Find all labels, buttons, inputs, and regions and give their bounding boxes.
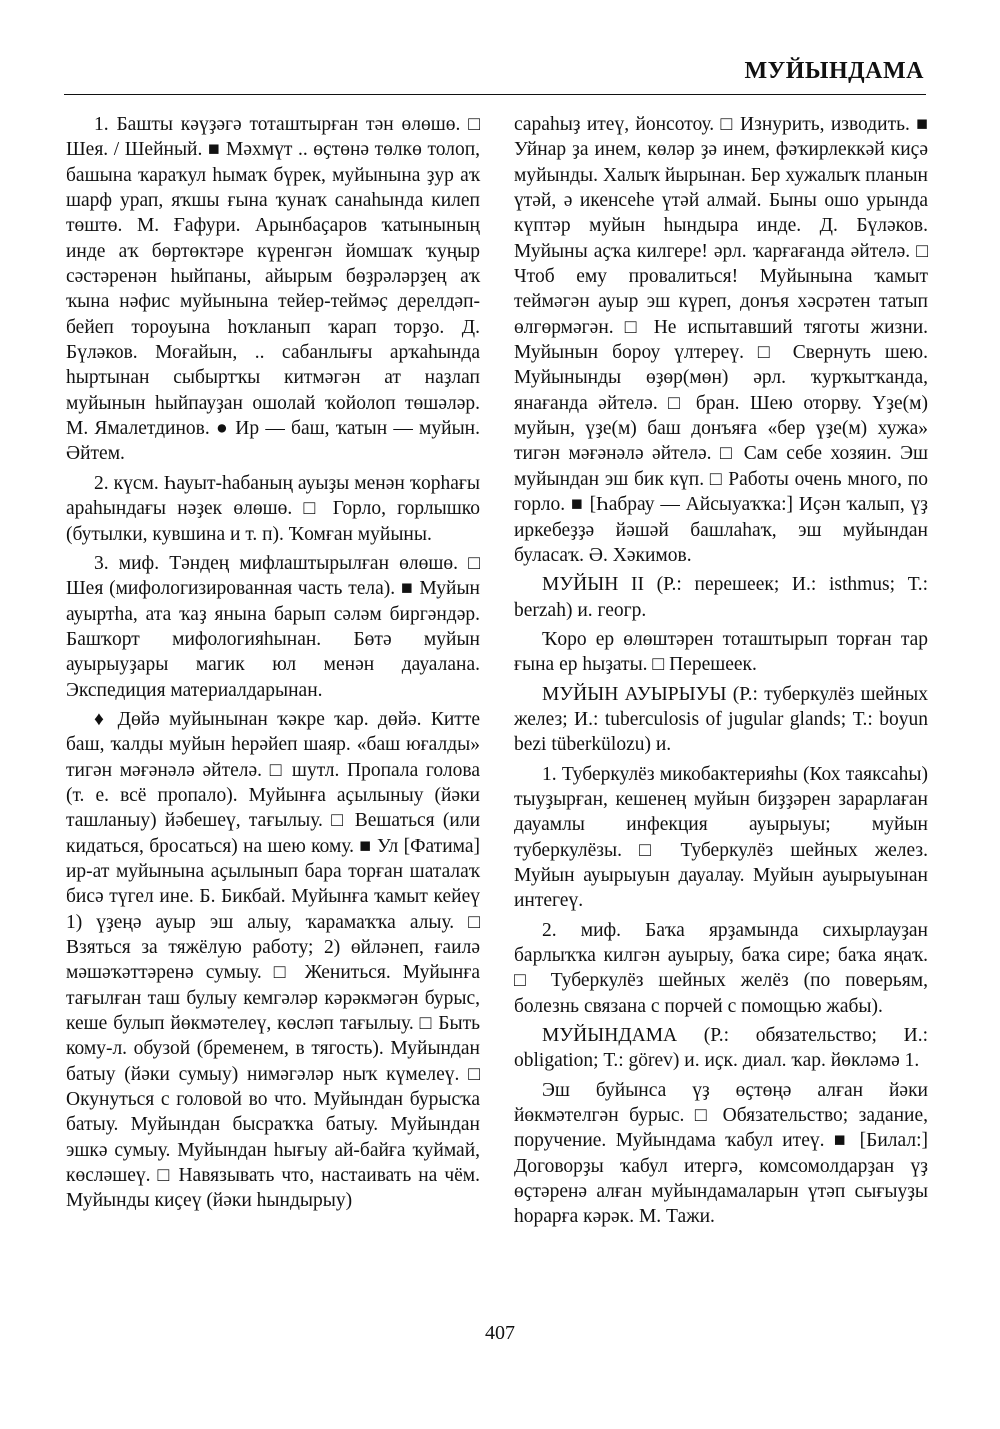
left-paragraph-2: 2. күсм. Һауыт-һабаның ауыҙы менән ҡорһағы араһындағы нәҙек өлөшө. □ Горло, горлышко (бутылки, кувшина и т. п). Ҡомған муйыны. [66,472,480,545]
right-paragraph-7: МУЙЫНДАМА (Р.: обязательство; И.: obligation; Т.: görev) и. иҫк. диал. ҡар. йөкләмә 1. [514,1025,928,1072]
right-paragraph-5: 1. Туберкулёз микобактерияһы (Кох таяксаһы) тыуҙырған, кешенең муйын биҙҙәрен зарарлаған дауамлы инфекция ауырыуы; муйын туберкулёзы. □ Туберкулёз шейных желез. Муйын ауырыуын дауалау. Муйын ауырыуынан интегеү. [514,763,928,912]
left-column [66,112,480,1218]
left-paragraph-1: 1. Башты кәүҙәгә тоташтырған тән өлөшө. □ Шея. / Шейный. ■ Мәхмүт .. өҫтөнә төлкө толоп, башына ҡараҡул һымаҡ бүрек, муйынына ҙур аҡ шарф урап, яҡшы ғына ҡунаҡ санаһында килеп төштө. М. Ғафури. Арынбаҫаров ҡатынының инде аҡ бөртөктәре күренгән йомшаҡ ҡуңыр сәстәренән һыйпаны, айырым бөҙрәләрҙең аҡ ҡына нәфис муйынына тейер-теймәҫ дерелдәп-бейеп тороуына һоҡланып ҡарап торҙо. Д. Бүләков. Моғайын, .. сабанлығы арҡаһында һыртынан сыбыртҡы китмәгән ат наҙлап муйынын һыйпауҙан ошолай ҡойолоп төшәләр. М. Ямалетдинов. ● Ир — баш, ҡатын — муйын. Әйтем. [66,114,480,465]
running-head: МУЙЫНДАМА [744,58,924,84]
right-paragraph-2: МУЙЫН II (Р.: перешеек; И.: isthmus; Т.: berzah) и. геогр. [514,574,928,621]
right-paragraph-8: Эш буйынса үҙ өҫтөңә алған йәки йөкмәтелгән бурыс. □ Обязательство; задание, поручение. Муйындама ҡабул итеү. ■ [Билал:] Договорҙы ҡабул итергә, комсомолдарҙан үҙ өҫтәренә алған муйындамаларын үтәп сығыуҙы һорарға кәрәк. М. Тажи. [514,1079,928,1228]
header-rule [64,94,926,95]
right-paragraph-4: МУЙЫН АУЫРЫУЫ (Р.: туберкулёз шейных желез; И.: tuberculosis of jugular glands; Т.: boyun bezi tüberkülozu) и. [514,683,928,756]
right-paragraph-1: сараһыҙ итеү, йонсотоу. □ Изнурить, изводить. ■ Уйнар ҙа инем, көләр ҙә инем, фәҡирлеккәй киҫә муйынды. Халыҡ йырынан. Бер хужалыҡ планын үтәй, ә икенсеһе үтәй алмай. Быны ошо урында күптәр муйын һындыра инде. Д. Бүләков. Муйыны аҫҡа килгере! әрл. ҡарғағанда әйтелә. □ Чтоб ему провалиться! Муйынына ҡамыт теймәгән ауыр эш күреп, донъя хәсрәтен татып өлгөрмәгән. □ Не испытавший тяготы жизни. Муйынын бороу үлтереү. □ Свернуть шею. Муйынынды өҙөр(мөн) әрл. ҡурҡытҡанда, янағанда әйтелә. □ бран. Шею оторву. Үҙе(м) муйын, үҙе(м) баш донъяға «бер үҙе(м) хужа» тигән мәғәнәлә әйтелә. □ Сам себе хозяин. Эш муйындан эш бик күп. □ Работы очень много, по горло. ■ [Һабрау — Айсыуаҡҡа:] Иҫән ҡалып, үҙ иркебеҙҙә йәшәй башлаһаҡ, эш муйындан буласаҡ. Ә. Хәкимов. [514,114,928,566]
left-paragraph-3: 3. миф. Тәндең мифлаштырылған өлөшө. □ Шея (мифологизированная часть тела). ■ Муйын ауыртһа, ата ҡаҙ янына барып сәләм биргәндәр. Башҡорт мифологияһынан. Бөтә муйын ауырыуҙары магик юл менән дауалана. Экспедиция материалдарынан. [66,552,480,701]
right-column [514,112,928,1234]
right-paragraph-6: 2. миф. Баҡа ярҙамында сихырлауҙан барлыҡҡа килгән ауырыу, баҡа сире; баҡа яңаҡ. □ Туберкулёз шейных желёз (по поверьям, болезнь связана с порчей с помощью жабы). [514,919,928,1017]
page-number: 407 [485,1322,515,1344]
left-paragraph-4: ♦ Дөйә муйынынан ҡәкре ҡар. дөйә. Китте баш, ҡалды муйын һерәйеп шаяр. «баш юғалды» тигән мәғәнәлә әйтелә. □ шутл. Пропала голова (т. е. всё пропало). Муйынға аҫылыныу (йәки ташланыу) йәбешеү, тағылыу. □ Вешаться (или кидаться, бросаться) на шею кому. ■ Ул [Фатима] ир-ат муйынына аҫылынып бара торған шаталаҡ бисә түгел ине. Б. Бикбай. Муйынға ҡамыт кейеү 1) үҙеңә ауыр эш алыу, ҡарамаҡҡа алыу. □ Взяться за тяжёлую работу; 2) өйләнеп, ғаилә мәшәҡәттәренә сумыу. □ Жениться. Муйынға тағылған таш булыу кемгәләр кәрәкмәгән бурыс, кеше булып йөкмәтелеү, көсләп тағылыу. □ Быть кому-л. обузой (бременем, в тягость). Муйындан батыу (йәки сумыу) нимәгәләр ныҡ күмелеү. □ Окунуться с головой во что. Муйындан бурысҡа батыу. Муйындан бысраҡҡа батыу. Муйындан эшкә сумыу. Муйындан һығыу ай-байға ҡуймай, көсләшеү. □ Навязывать что, настаивать на чём. Муйынды киҫеү (йәки һындырыу) [66,708,480,1212]
right-paragraph-3: Ҡоро ер өлөштәрен тоташтырып торған тар ғына ер һыҙаты. □ Перешеек. [514,628,928,676]
